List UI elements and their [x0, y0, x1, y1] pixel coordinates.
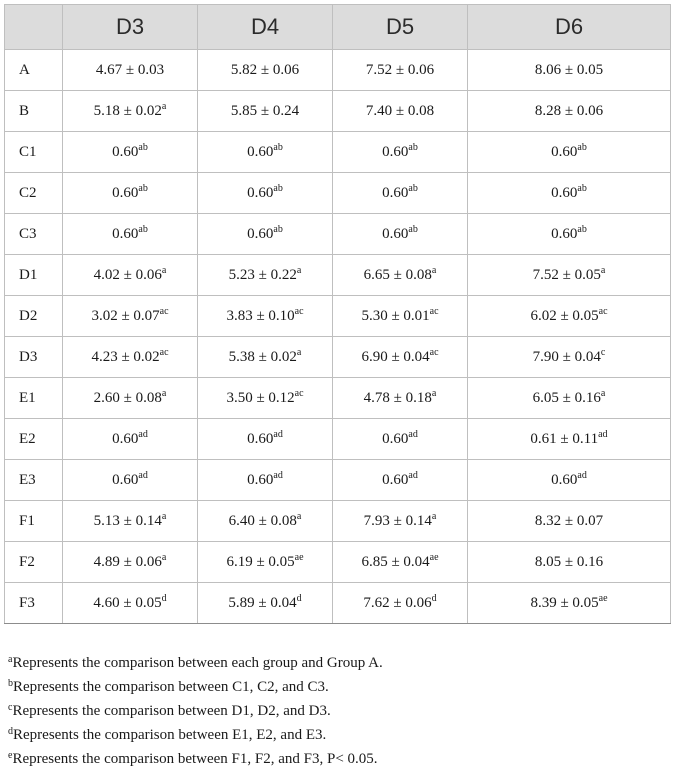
- table-cell: [198, 583, 333, 624]
- significance-mark: ad: [273, 469, 283, 481]
- row-label: E1: [5, 378, 63, 419]
- header-cell-corner: [5, 5, 63, 50]
- significance-mark: ab: [273, 182, 283, 194]
- table-cell: [63, 91, 198, 132]
- cell-value: 0.60: [551, 184, 578, 201]
- significance-mark: d: [431, 592, 437, 604]
- table-cell: [468, 501, 671, 542]
- table-cell: [468, 50, 671, 91]
- table-cell: [63, 583, 198, 624]
- cell-value: 0.60: [551, 143, 578, 160]
- significance-mark: d: [296, 592, 302, 604]
- cell-value: 0.60: [382, 225, 409, 242]
- cell-value: 7.40 ± 0.08: [365, 102, 435, 119]
- cell-value: 8.06 ± 0.05: [534, 61, 604, 78]
- header-cell-d5: D5: [333, 5, 468, 50]
- cell-value: 4.78 ± 0.18: [363, 389, 432, 406]
- table-row: [5, 173, 671, 214]
- row-label: F3: [5, 583, 63, 624]
- table-cell: [468, 132, 671, 173]
- cell-value: 4.67 ± 0.03: [95, 61, 165, 78]
- table-cell: [63, 132, 198, 173]
- cell-value: 0.60: [247, 471, 274, 488]
- cell-value: 5.18 ± 0.02: [93, 102, 162, 119]
- significance-mark: ab: [577, 141, 587, 153]
- footnote: [8, 675, 668, 699]
- table-cell: [468, 378, 671, 419]
- cell-value: 5.30 ± 0.01: [361, 307, 430, 324]
- footnote-text: Represents the comparison between each group and Group A.: [12, 655, 383, 671]
- table-cell: [468, 542, 671, 583]
- table-cell: [198, 460, 333, 501]
- significance-mark: a: [161, 100, 167, 112]
- significance-mark: ae: [598, 592, 608, 604]
- table-cell: [198, 91, 333, 132]
- table-cell: [63, 337, 198, 378]
- table-cell: [468, 583, 671, 624]
- footnote-mark: e: [8, 750, 13, 761]
- significance-mark: a: [296, 510, 302, 522]
- significance-mark: ad: [273, 428, 283, 440]
- table-cell: [63, 501, 198, 542]
- row-label: D3: [5, 337, 63, 378]
- table-cell: [333, 214, 468, 255]
- significance-mark: ab: [408, 182, 418, 194]
- cell-value: 8.28 ± 0.06: [534, 102, 604, 119]
- significance-mark: ad: [598, 428, 608, 440]
- cell-value: 8.39 ± 0.05: [530, 594, 599, 611]
- table-cell: [468, 255, 671, 296]
- header-cell-d3: D3: [63, 5, 198, 50]
- table-cell: [333, 460, 468, 501]
- significance-mark: ab: [577, 223, 587, 235]
- significance-mark: a: [431, 264, 437, 276]
- table-cell: [468, 460, 671, 501]
- cell-value: 3.83 ± 0.10: [226, 307, 295, 324]
- table-cell: [333, 91, 468, 132]
- significance-mark: ab: [273, 141, 283, 153]
- table-cell: [468, 214, 671, 255]
- row-label: B: [5, 91, 63, 132]
- table-row: [5, 255, 671, 296]
- table-cell: [198, 542, 333, 583]
- table-row: [5, 132, 671, 173]
- table-cell: [333, 173, 468, 214]
- significance-mark: ac: [429, 305, 439, 317]
- table-row: [5, 378, 671, 419]
- significance-mark: ab: [138, 223, 148, 235]
- significance-mark: ad: [138, 469, 148, 481]
- table-cell: [333, 132, 468, 173]
- header-cell-d6: D6: [468, 5, 671, 50]
- row-label: D2: [5, 296, 63, 337]
- row-label: F1: [5, 501, 63, 542]
- cell-value: 7.52 ± 0.05: [532, 266, 601, 283]
- table-cell: [63, 419, 198, 460]
- significance-mark: a: [600, 264, 606, 276]
- cell-value: 0.60: [112, 471, 139, 488]
- footnote: [8, 747, 668, 771]
- footnote: [8, 699, 668, 723]
- cell-value: 4.60 ± 0.05: [93, 594, 162, 611]
- footnote-text: Represents the comparison between E1, E2, and E3.: [13, 727, 327, 743]
- table-cell: [63, 460, 198, 501]
- cell-value: 0.60: [382, 430, 409, 447]
- table-row: [5, 460, 671, 501]
- significance-mark: ab: [138, 141, 148, 153]
- cell-value: 8.32 ± 0.07: [534, 512, 604, 529]
- cell-value: 6.90 ± 0.04: [361, 348, 430, 365]
- significance-mark: ab: [408, 223, 418, 235]
- footnote-mark: a: [8, 654, 13, 665]
- cell-value: 7.90 ± 0.04: [532, 348, 601, 365]
- row-label: C1: [5, 132, 63, 173]
- cell-value: 6.05 ± 0.16: [532, 389, 601, 406]
- significance-mark: ad: [577, 469, 587, 481]
- table-cell: [198, 337, 333, 378]
- cell-value: 0.60: [551, 471, 578, 488]
- table-cell: [63, 214, 198, 255]
- table-cell: [63, 296, 198, 337]
- table-row: [5, 91, 671, 132]
- footnote-text: Represents the comparison between F1, F2, and F3, P< 0.05.: [12, 751, 378, 767]
- row-label: E2: [5, 419, 63, 460]
- footnote-mark: c: [8, 702, 13, 713]
- table-cell: [198, 173, 333, 214]
- row-label: C3: [5, 214, 63, 255]
- table-cell: [198, 214, 333, 255]
- cell-value: 6.19 ± 0.05: [226, 553, 295, 570]
- significance-mark: ac: [294, 305, 304, 317]
- significance-mark: ab: [273, 223, 283, 235]
- cell-value: 5.13 ± 0.14: [93, 512, 162, 529]
- table-row: [5, 583, 671, 624]
- cell-value: 0.60: [247, 143, 274, 160]
- table-row: [5, 542, 671, 583]
- table-row: [5, 296, 671, 337]
- significance-mark: ac: [159, 305, 169, 317]
- row-label: E3: [5, 460, 63, 501]
- results-table: [4, 4, 671, 624]
- cell-value: 5.82 ± 0.06: [230, 61, 300, 78]
- cell-value: 2.60 ± 0.08: [93, 389, 162, 406]
- cell-value: 0.60: [382, 471, 409, 488]
- table-cell: [198, 255, 333, 296]
- cell-value: 0.60: [247, 225, 274, 242]
- significance-mark: ad: [408, 469, 418, 481]
- cell-value: 0.60: [112, 184, 139, 201]
- table-body: [5, 50, 671, 624]
- cell-value: 0.60: [247, 184, 274, 201]
- table-cell: [198, 50, 333, 91]
- table-cell: [198, 132, 333, 173]
- cell-value: 6.85 ± 0.04: [361, 553, 430, 570]
- table-cell: [198, 378, 333, 419]
- table-cell: [333, 378, 468, 419]
- table-cell: [468, 296, 671, 337]
- cell-value: 0.60: [247, 430, 274, 447]
- cell-value: 3.50 ± 0.12: [226, 389, 295, 406]
- table-cell: [63, 542, 198, 583]
- cell-value: 0.60: [382, 143, 409, 160]
- cell-value: 6.02 ± 0.05: [530, 307, 599, 324]
- cell-value: 0.60: [112, 225, 139, 242]
- cell-value: 0.60: [112, 430, 139, 447]
- table-cell: [333, 501, 468, 542]
- cell-value: 7.62 ± 0.06: [363, 594, 432, 611]
- significance-mark: c: [600, 346, 606, 358]
- cell-value: 7.52 ± 0.06: [365, 61, 435, 78]
- footnote: [8, 651, 668, 675]
- table-row: [5, 419, 671, 460]
- significance-mark: a: [161, 510, 167, 522]
- table-cell: [198, 419, 333, 460]
- significance-mark: ac: [429, 346, 439, 358]
- cell-value: 0.60: [551, 225, 578, 242]
- table-cell: [468, 91, 671, 132]
- table-cell: [63, 255, 198, 296]
- table-cell: [333, 583, 468, 624]
- table-row: [5, 214, 671, 255]
- table-cell: [333, 50, 468, 91]
- footnote: [8, 723, 668, 747]
- footnote-text: Represents the comparison between C1, C2, and C3.: [13, 679, 329, 695]
- table-cell: [468, 173, 671, 214]
- cell-value: 4.89 ± 0.06: [93, 553, 162, 570]
- significance-mark: a: [296, 264, 302, 276]
- significance-mark: ab: [408, 141, 418, 153]
- table-cell: [198, 501, 333, 542]
- significance-mark: ac: [294, 387, 304, 399]
- table-cell: [63, 50, 198, 91]
- table-cell: [333, 337, 468, 378]
- significance-mark: a: [431, 510, 437, 522]
- cell-value: 6.40 ± 0.08: [228, 512, 297, 529]
- significance-mark: ac: [598, 305, 608, 317]
- table-cell: [333, 542, 468, 583]
- significance-mark: ab: [577, 182, 587, 194]
- significance-mark: ac: [159, 346, 169, 358]
- row-label: A: [5, 50, 63, 91]
- cell-value: 5.85 ± 0.24: [230, 102, 300, 119]
- row-label: F2: [5, 542, 63, 583]
- table-cell: [63, 173, 198, 214]
- cell-value: 0.60: [382, 184, 409, 201]
- header-cell-d4: D4: [198, 5, 333, 50]
- significance-mark: ad: [408, 428, 418, 440]
- table-cell: [468, 419, 671, 460]
- cell-value: 6.65 ± 0.08: [363, 266, 432, 283]
- footnote-mark: b: [8, 678, 13, 689]
- significance-mark: d: [161, 592, 167, 604]
- significance-mark: a: [296, 346, 302, 358]
- cell-value: 7.93 ± 0.14: [363, 512, 432, 529]
- table-cell: [468, 337, 671, 378]
- cell-value: 0.61 ± 0.11: [530, 430, 599, 447]
- table-row: [5, 501, 671, 542]
- cell-value: 4.23 ± 0.02: [91, 348, 160, 365]
- table-row: [5, 337, 671, 378]
- table-cell: [333, 255, 468, 296]
- significance-mark: a: [161, 264, 167, 276]
- table-cell: [63, 378, 198, 419]
- significance-mark: ae: [429, 551, 439, 563]
- table-cell: [333, 419, 468, 460]
- cell-value: 3.02 ± 0.07: [91, 307, 160, 324]
- significance-mark: a: [161, 387, 167, 399]
- row-label: D1: [5, 255, 63, 296]
- significance-mark: a: [600, 387, 606, 399]
- table-header-row: [5, 5, 671, 50]
- cell-value: 4.02 ± 0.06: [93, 266, 162, 283]
- significance-mark: a: [431, 387, 437, 399]
- footnote-text: Represents the comparison between D1, D2, and D3.: [12, 703, 331, 719]
- table-cell: [198, 296, 333, 337]
- cell-value: 5.38 ± 0.02: [228, 348, 297, 365]
- significance-mark: ab: [138, 182, 148, 194]
- cell-value: 0.60: [112, 143, 139, 160]
- significance-mark: ad: [138, 428, 148, 440]
- cell-value: 8.05 ± 0.16: [534, 553, 604, 570]
- table-cell: [333, 296, 468, 337]
- cell-value: 5.23 ± 0.22: [228, 266, 297, 283]
- significance-mark: a: [161, 551, 167, 563]
- footnote-mark: d: [8, 726, 13, 737]
- cell-value: 5.89 ± 0.04: [228, 594, 297, 611]
- significance-mark: ae: [294, 551, 304, 563]
- table-row: [5, 50, 671, 91]
- row-label: C2: [5, 173, 63, 214]
- footnotes: [8, 651, 668, 771]
